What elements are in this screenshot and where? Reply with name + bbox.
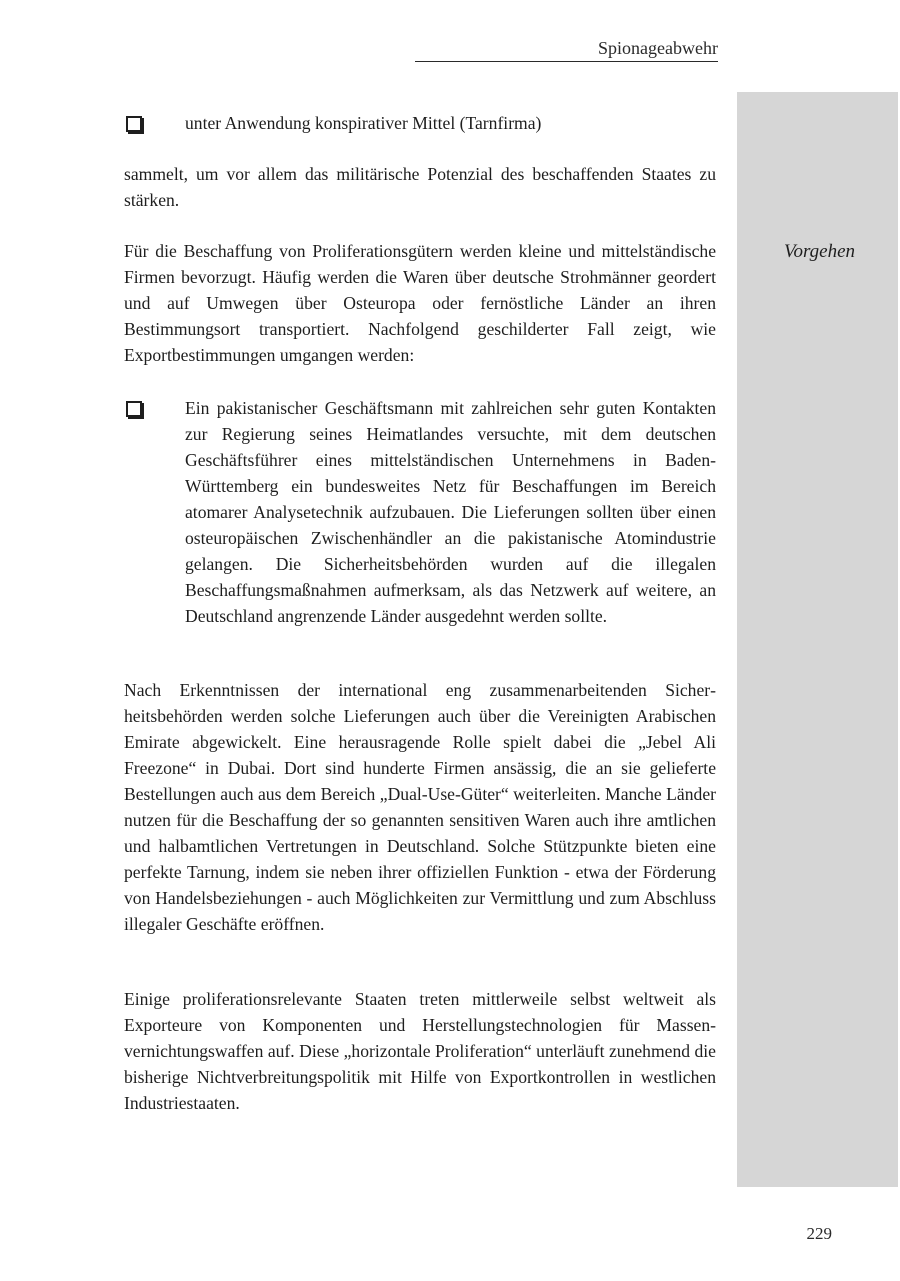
paragraph-3 [124, 677, 716, 937]
checkbox-bullet-icon [126, 401, 142, 417]
paragraph-text: Nach Erkenntnissen der international eng zusammenarbeitenden Sicherheitsbehörden werden solche Lieferungen auch über die Vereinigten Arabischen Emirate abgewickelt. Eine herausragende Rolle spielt dabei die „Jebel Ali Freezone“ in Dubai. Dort sind hunderte Firmen ansässig, die an sie gelieferte Bestellungen auch aus dem Bereich „Dual-Use-Güter“ weiterleiten. Manche Länder nutzen für die Beschaffung der so genannten sensitiven Waren auch ihre amtlichen und halbamtlichen Vertretungen in Deutschland. Solche Stützpunkte bieten eine perfekte Tarnung, indem sie neben ihrer offiziellen Funktion - etwa der Förderung von Handelsbeziehungen - auch Möglichkeiten zur Vermittlung und zum Abschluss illegaler Geschäfte eröffnen. [124, 680, 716, 934]
bullet-text: Ein pakistanischer Geschäftsmann mit zahlreichen sehr guten Kontakten zur Regierung seines Heimatlandes versuchte, mit dem deutschen Geschäftsführer eines mittelständischen Unternehmens in Baden-Württemberg ein bundesweites Netz für Beschaffungen im Bereich atomarer Analysetechnik aufzubauen. Die Lieferungen sollten über einen osteuropäischen Zwischenhändler an die pakistanische Atomindustrie gelangen. Die Sicherheitsbehörden wurden auf die illegalen Beschaffungsmaßnahmen aufmerksam, als das Netzwerk auf weitere, an Deutschland angrenzende Länder ausgedehnt werden sollte. [185, 398, 716, 626]
bullet-item-case [124, 395, 716, 629]
margin-note: Vorgehen [783, 241, 856, 262]
checkbox-bullet-icon [126, 116, 142, 132]
paragraph-text: sammelt, um vor allem das militärische Potenzial des beschaffenden Staates zu stärken. [124, 164, 716, 210]
paragraph-1 [124, 161, 716, 213]
page-number: 229 [806, 1224, 832, 1243]
running-header: Spionageabwehr [598, 38, 718, 58]
paragraph-2 [124, 238, 716, 368]
bullet-item-tarnfirma [124, 110, 716, 136]
paragraph-text: Für die Beschaffung von Proliferationsgütern werden kleine und mittelständische Firmen bevorzugt. Häufig werden die Waren über deutsche Strohmänner geordert und auf Umwegen über Osteuropa oder fernöstliche Länder an ihren Bestimmungsort transportiert. Nachfolgend geschilderter Fall zeigt, wie Exportbestimmungen umgangen werden: [124, 241, 716, 365]
header-rule [415, 61, 718, 62]
bullet-text: unter Anwendung konspirativer Mittel (Tarnfirma) [185, 113, 542, 133]
paragraph-4 [124, 986, 716, 1116]
paragraph-text: Einige proliferationsrelevante Staaten treten mittlerweile selbst weltweit als Exporteure von Komponenten und Herstellungstechnologien für Massenvernichtungswaffen auf. Diese „horizontale Proliferation“ unterläuft zunehmend die bisherige Nichtverbreitungspolitik mit Hilfe von Exportkontrollen in westlichen Industriestaaten. [124, 989, 716, 1113]
